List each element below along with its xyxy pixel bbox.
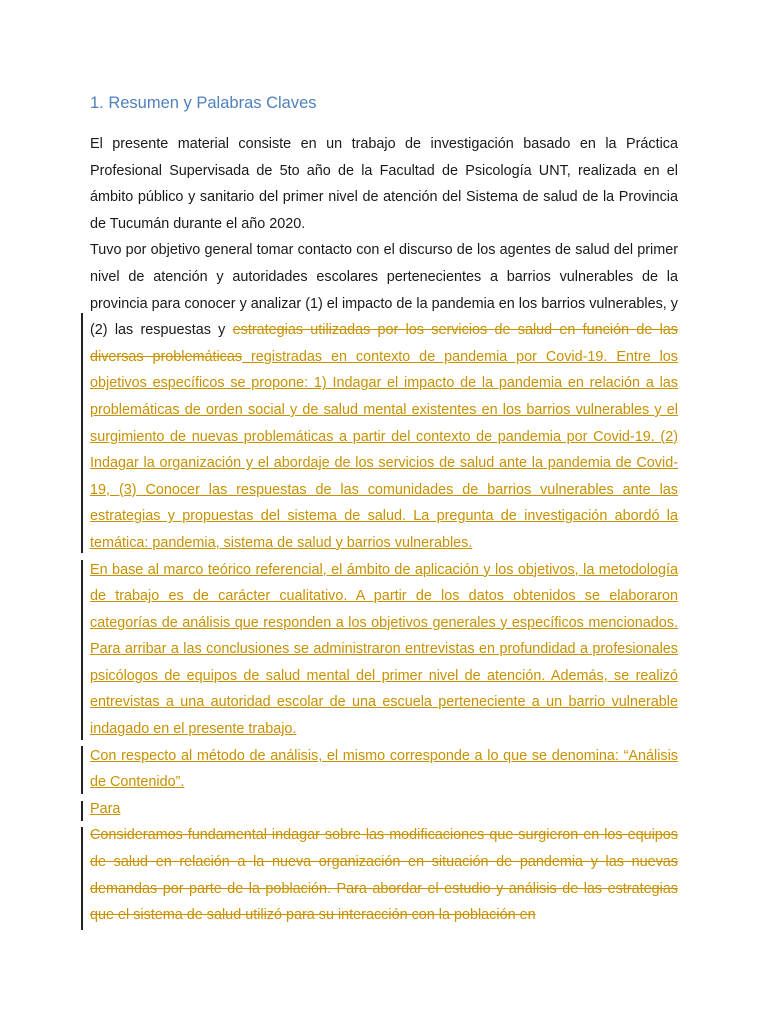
paragraph-para: Para xyxy=(90,800,121,817)
change-bar-objectives xyxy=(81,313,83,553)
section-heading: 1. Resumen y Palabras Claves xyxy=(90,94,317,112)
paragraph-analysis-method: Con respecto al método de análisis, el mismo corresponde a lo que se denomina: “Análisis de Contenido”. xyxy=(90,747,678,791)
paragraph-deleted: Consideramos fundamental indagar sobre las modificaciones que surgieron en los equipos de salud en relación a la nueva organización en situación de pandemia y las nuevas demandas por parte de la población. Para abordar el estudio y análisis de las estrategias que el sistema de salud utilizó para su interacción con la población en xyxy=(90,827,678,924)
document-body[interactable] xyxy=(90,131,678,929)
change-bar-methodology xyxy=(81,560,83,740)
inserted-text: registradas en contexto de pandemia por Covid-19. Entre los objetivos específicos se propone: 1) Indagar el impacto de la pandemia en relación a las problemáticas de orden social y de salud mental existentes en los barrios vulnerables y el surgimiento de nuevas problemáticas a partir del contexto de pandemia por Covid-19. (2) Indagar la organización y el abordaje de los servicios de salud ante la pandemia de Covid-19, (3) Conocer las respuestas de las comunidades de barrios vulnerables ante las estrategias y propuestas del sistema de salud. La pregunta de investigación abordó la temática: pandemia, sistema de salud y barrios vulnerables. xyxy=(90,348,678,551)
paragraph-intro: El presente material consiste en un trabajo de investigación basado en la Práctica Profesional Supervisada de 5to año de la Facultad de Psicología UNT, realizada en el ámbito público y sanitario del primer nivel de atención del Sistema de salud de la Provincia de Tucumán durante el año 2020. xyxy=(90,136,678,232)
change-bar-analysis-method xyxy=(81,746,83,794)
change-bar-deleted-paragraph xyxy=(81,827,83,930)
paragraph-objectives xyxy=(90,237,678,556)
objectives-text: Tuvo por objetivo general tomar contacto con el discurso de los agentes de salud del primer nivel de atención y autoridades escolares pertenecientes a barrios vulnerables de la provincia para conocer y analizar (1) el impacto de la pandemia en los barrios vulnerables, y (2) las respuestas y xyxy=(90,242,678,339)
change-bar-para xyxy=(81,801,83,821)
deleted-text: estrategias utilizadas por los servicios de salud en función de las diversas problemáticas xyxy=(90,322,678,365)
paragraph-methodology: En base al marco teórico referencial, el ámbito de aplicación y los objetivos, la metodología de trabajo es de carácter cualitativo. A partir de los datos obtenidos se elaboraron categorías de análisis que responden a los objetivos generales y específicos mencionados. Para arribar a las conclusiones se administraron entrevistas en profundidad a profesionales psicólogos de equipos de salud mental del primer nivel de atención. Además, se realizó entrevistas a una autoridad escolar de una escuela perteneciente a un barrio vulnerable indagado en el presente trabajo. xyxy=(90,561,678,738)
